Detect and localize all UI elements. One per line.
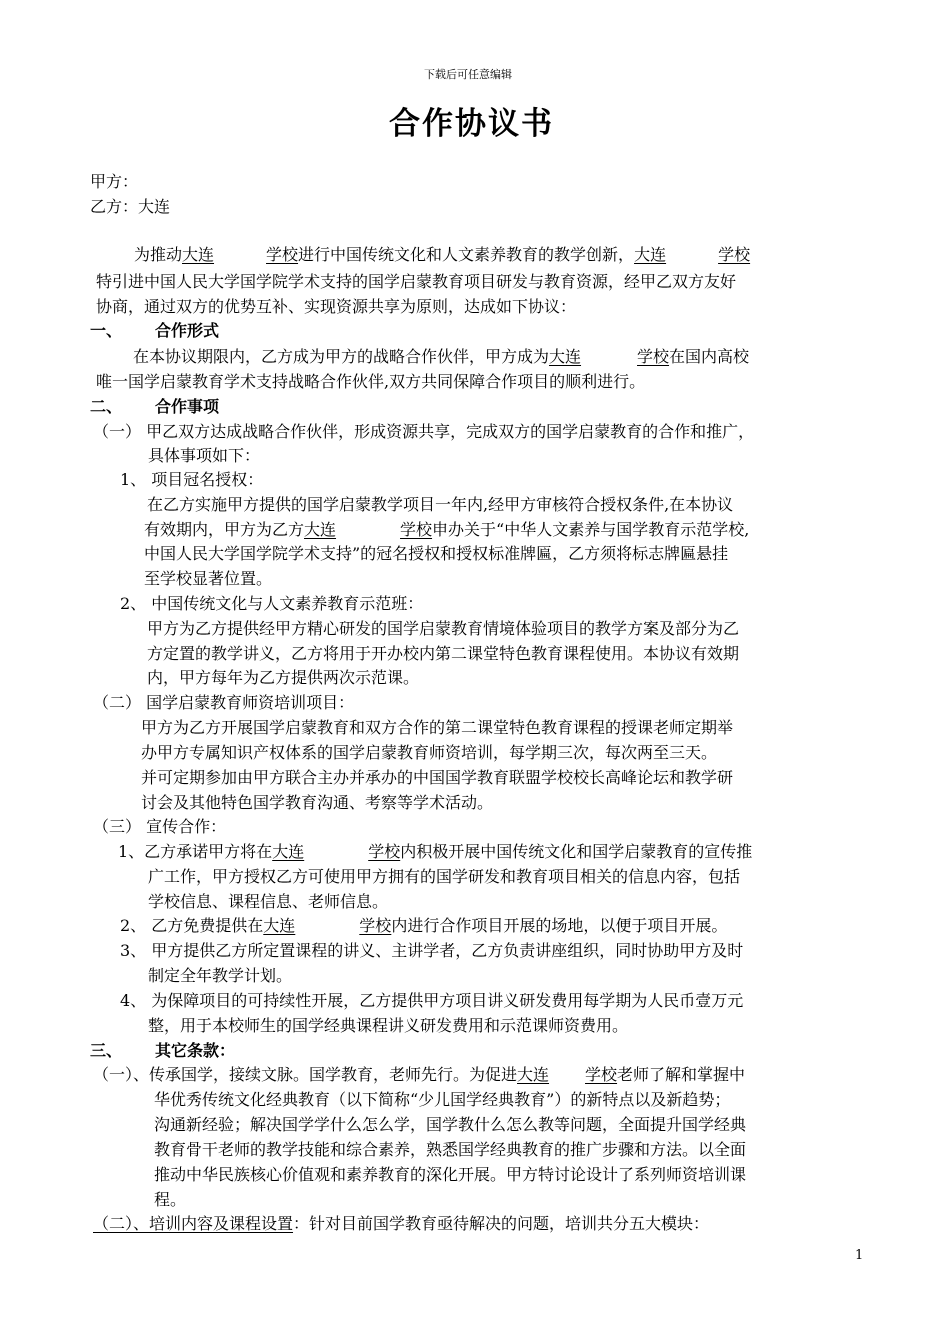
clause-3-line-2: 制定全年教学计划。 bbox=[148, 966, 293, 985]
section-3-p1-line-4: 教育骨干老师的教学技能和综合素养，熟悉国学经典教育的推广步骤和方法。以全面 bbox=[154, 1140, 747, 1159]
item-1-line-1: 在乙方实施甲方提供的国学启蒙教学项目一年内,经甲方审核符合授权条件,在本协议 bbox=[147, 495, 734, 514]
clause-4-line-2: 整，用于本校师生的国学经典课程讲义研发费用和示范课师资费用。 bbox=[148, 1016, 629, 1035]
header-note: 下载后可任意编辑 bbox=[424, 68, 512, 81]
party-a: 甲方： bbox=[90, 172, 139, 191]
section-3-p2: （二）、培训内容及课程设置：针对目前国学教育亟待解决的问题，培训共分五大模块： bbox=[93, 1214, 710, 1233]
clause-3-line-1: 3、 甲方提供乙方所定置课程的讲义、主讲学者，乙方负责讲座组织，同时协助甲方及时 bbox=[120, 941, 744, 960]
page-number: 1 bbox=[855, 1248, 864, 1263]
section-3-p1-line-6: 程。 bbox=[154, 1190, 187, 1209]
item-1-line-2: 有效期内，甲方为乙方大连 学校申办关于“中华人文素养与国学教育示范学校, bbox=[144, 520, 750, 539]
section-1-number: 一、 bbox=[90, 321, 123, 340]
clause-1-line-3: 学校信息、课程信息、老师信息。 bbox=[148, 892, 389, 911]
section-2-p2-line-2: 办甲方专属知识产权体系的国学启蒙教育师资培训，每学期三次，每次两至三天。 bbox=[141, 743, 718, 762]
section-1-line-1: 在本协议期限内，乙方成为甲方的战略合作伙伴，甲方成为大连 学校在国内高校 bbox=[133, 347, 750, 366]
section-3-p1-line-1: （一）、传承国学，接续文脉。国学教育，老师先行。为促进大连 学校老师了解和掌握中 bbox=[93, 1065, 746, 1084]
section-3-number: 三、 bbox=[90, 1041, 123, 1060]
item-2-line-2: 方定置的教学讲义，乙方将用于开办校内第二课堂特色教育课程使用。本协议有效期 bbox=[147, 644, 740, 663]
clause-2: 2、 乙方免费提供在大连 学校内进行合作项目开展的场地，以便于项目开展。 bbox=[120, 916, 728, 935]
intro-line-2: 特引进中国人民大学国学院学术支持的国学启蒙教育项目研发与教育资源，经甲乙双方友好 bbox=[96, 272, 737, 291]
section-2-p2-title: （二） 国学启蒙教育师资培训项目： bbox=[93, 693, 355, 712]
clause-1-line-2: 广工作，甲方授权乙方可使用甲方拥有的国学研发和教育项目相关的信息内容，包括 bbox=[148, 867, 741, 886]
section-2-p2-line-3: 并可定期参加由甲方联合主办并承办的中国国学教育联盟学校校长高峰论坛和教学研 bbox=[141, 768, 734, 787]
item-2-title: 2、 中国传统文化与人文素养教育示范班： bbox=[120, 594, 424, 613]
section-2-p2-line-4: 讨会及其他特色国学教育沟通、考察等学术活动。 bbox=[141, 793, 494, 812]
item-1-line-4: 至学校显著位置。 bbox=[144, 569, 273, 588]
item-2-line-3: 内，甲方每年为乙方提供两次示范课。 bbox=[147, 668, 420, 687]
section-1-title: 合作形式 bbox=[155, 321, 220, 340]
document-title: 合作协议书 bbox=[389, 106, 554, 142]
section-2-p2-line-1: 甲方为乙方开展国学启蒙教育和双方合作的第二课堂特色教育课程的授课老师定期举 bbox=[141, 718, 734, 737]
section-2-number: 二、 bbox=[90, 397, 123, 416]
clause-1-line-1: 1、乙方承诺甲方将在大连 学校内积极开展中国传统文化和国学启蒙教育的宣传推 bbox=[118, 842, 753, 861]
item-2-line-1: 甲方为乙方提供经甲方精心研发的国学启蒙教育情境体验项目的教学方案及部分为乙 bbox=[147, 619, 740, 638]
section-2-p1-line-1: （一） 甲乙双方达成战略合作伙伴，形成资源共享，完成双方的国学启蒙教育的合作和推广， bbox=[93, 422, 755, 441]
section-1-line-2: 唯一国学启蒙教育学术支持战略合作伙伴,双方共同保障合作项目的顺利进行。 bbox=[96, 372, 646, 391]
clause-4-line-1: 4、 为保障项目的可持续性开展，乙方提供甲方项目讲义研发费用每学期为人民币壹万元 bbox=[120, 991, 744, 1010]
intro-line-3: 协商，通过双方的优势互补、实现资源共享为原则，达成如下协议： bbox=[96, 297, 577, 316]
section-2-p3-title: （三） 宣传合作： bbox=[93, 817, 227, 836]
party-b: 乙方：大连 bbox=[90, 197, 171, 216]
section-3-p1-line-2: 华优秀传统文化经典教育（以下简称“少儿国学经典教育”）的新特点以及新趋势； bbox=[154, 1090, 731, 1109]
item-1-title: 1、 项目冠名授权： bbox=[120, 470, 264, 489]
section-2-title: 合作事项 bbox=[155, 397, 220, 416]
item-1-line-3: 中国人民大学国学院学术支持”的冠名授权和授权标准牌匾，乙方须将标志牌匾悬挂 bbox=[144, 544, 729, 563]
section-2-p1-line-2: 具体事项如下： bbox=[148, 446, 261, 465]
section-3-title: 其它条款： bbox=[155, 1041, 236, 1060]
intro-line-1: 为推动大连 学校进行中国传统文化和人文素养教育的教学创新，大连 学校 bbox=[134, 245, 751, 264]
section-3-p1-line-3: 沟通新经验；解决国学学什么怎么学，国学教什么怎么教等问题，全面提升国学经典 bbox=[154, 1115, 747, 1134]
section-3-p1-line-5: 推动中华民族核心价值观和素养教育的深化开展。甲方特讨论设计了系列师资培训课 bbox=[154, 1165, 747, 1184]
